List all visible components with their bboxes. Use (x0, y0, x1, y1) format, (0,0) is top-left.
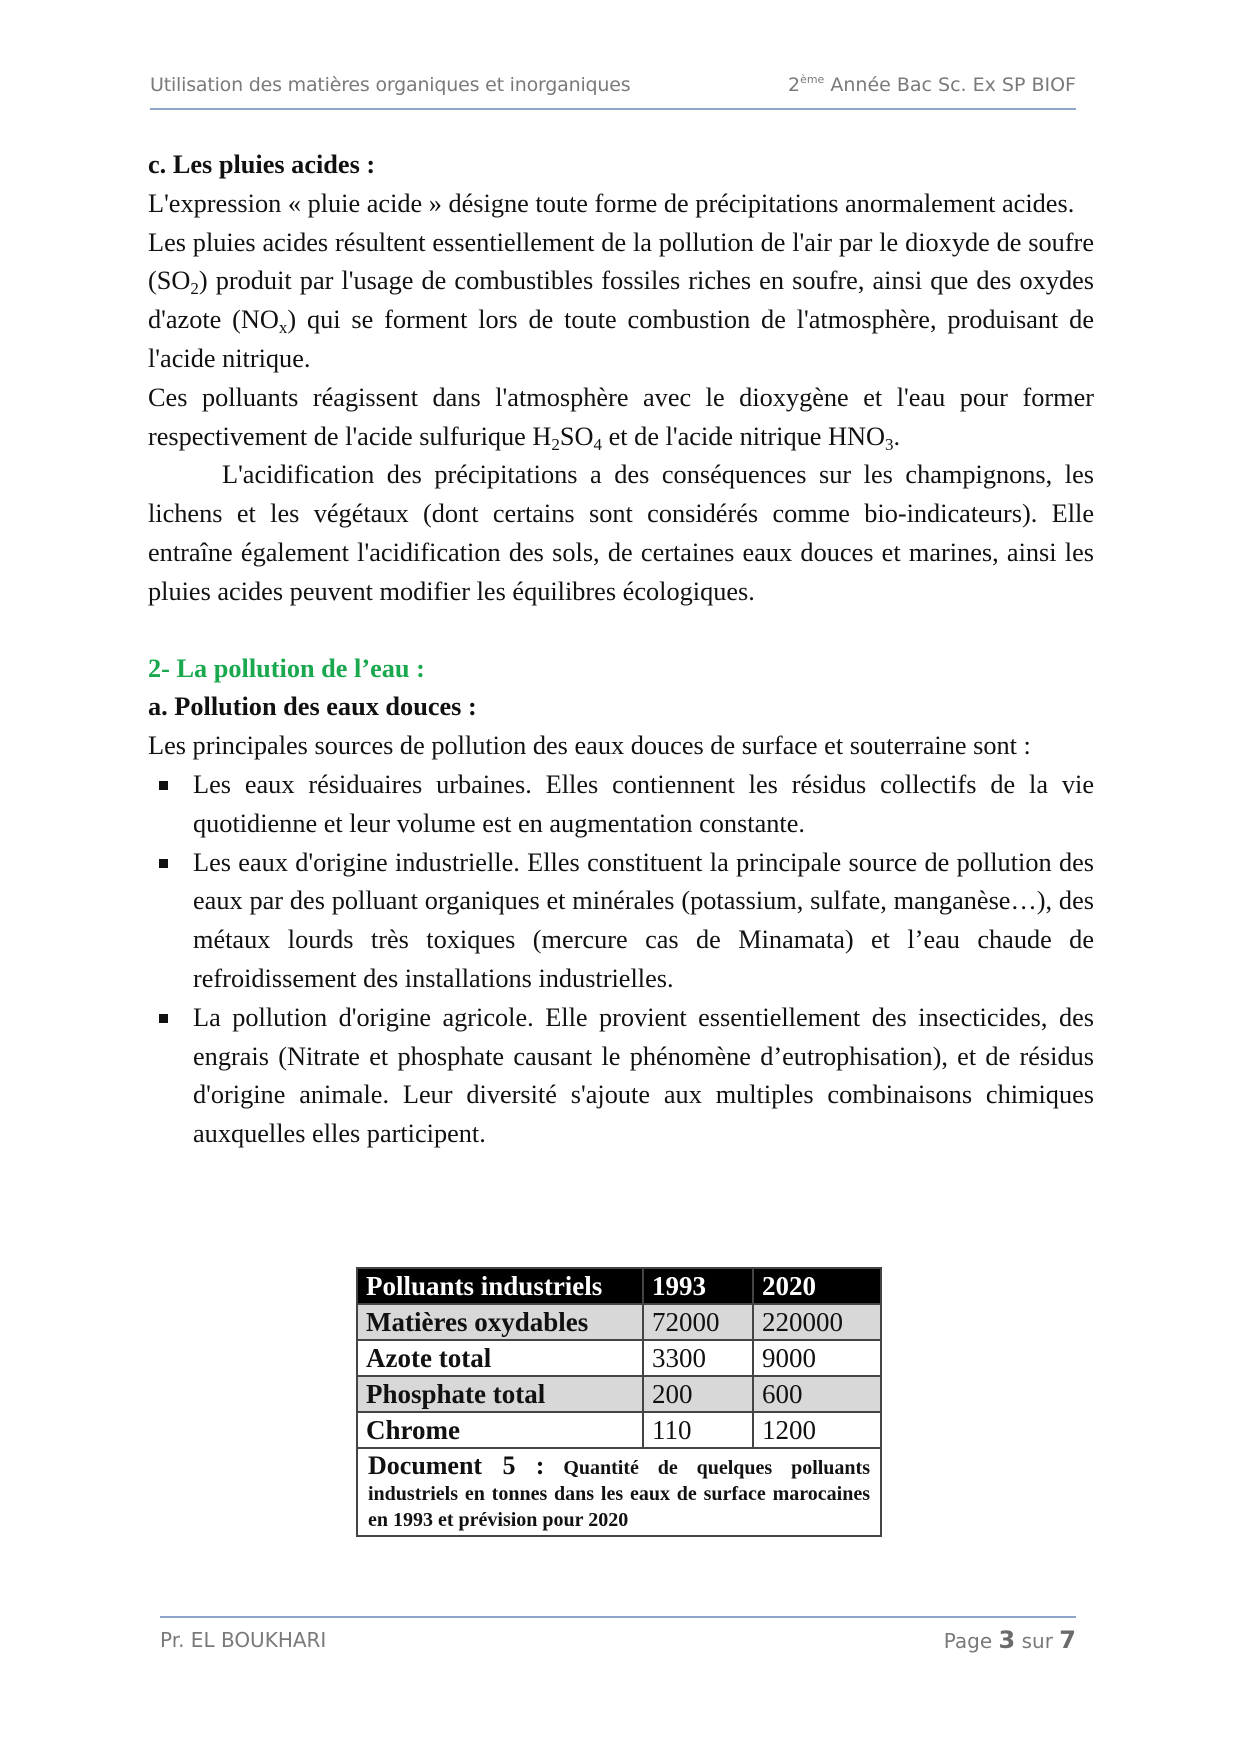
row-label: Phosphate total (357, 1376, 643, 1412)
square-bullet-icon (159, 859, 168, 868)
section-c-paragraph-2: Les pluies acides résultent essentiellement de la pollution de l'air par le dioxyde de soufre $(SO_2)$ produit par l'usage de combustibles fossiles riches en soufre, ainsi que des oxydes d'azote $(NO_x)$ qui se forment lors de toute combustion de l'atmosphère, produisant de l'acide nitrique. (148, 227, 1095, 373)
square-bullet-icon (159, 781, 168, 790)
pollution-sources-list (148, 766, 1094, 1154)
table-row (357, 1340, 881, 1376)
section-2a-intro: Les principales sources de pollution des eaux douces de surface et souterraine sont : (148, 731, 1031, 761)
spacer (148, 612, 1094, 650)
row-label: Azote total (357, 1340, 643, 1376)
square-bullet-icon (159, 1014, 168, 1023)
value-2020: 600 (753, 1376, 881, 1412)
value-2020: 220000 (753, 1304, 881, 1340)
caption-text: Quantité de quelques polluants industriels en tonnes dans les eaux de surface marocaines en 1993 et prévision pour 2020 (368, 1457, 870, 1531)
row-label: Matières oxydables (357, 1304, 643, 1340)
table-caption (357, 1448, 881, 1536)
value-1993: 200 (643, 1376, 753, 1412)
row-label: Chrome (357, 1412, 643, 1448)
header-title: Utilisation des matières organiques et inorganiques (150, 74, 631, 96)
table-row (357, 1304, 881, 1340)
table-row (357, 1376, 881, 1412)
header-class-level: 2ème Année Bac Sc. Ex SP BIOF (787, 73, 1076, 96)
caption-title: Document 5 : (368, 1451, 545, 1480)
list-item: La pollution d'origine agricole. Elle provient essentiellement des insecticides, des engrais (Nitrate et phosphate causant le phénomène d’eutrophisation), et de résidus d'origine animale. Leur diversité s'ajoute aux multiples combinaisons chimiques auxquelles elles participent. (148, 999, 1094, 1154)
list-item: Les eaux d'origine industrielle. Elles constituent la principale source de pollution des eaux par des polluant organiques et minérales (potassium, sulfate, manganèse…), des métaux lourds très toxiques (mercure cas de Minamata) et l’eau chaude de refroidissement des installations industrielles. (148, 844, 1094, 999)
page-footer (160, 1616, 1076, 1654)
section-2a-title: a. Pollution des eaux douces : (148, 692, 477, 722)
table-header-row (357, 1268, 881, 1304)
value-1993: 110 (643, 1412, 753, 1448)
value-2020: 1200 (753, 1412, 881, 1448)
value-2020: 9000 (753, 1340, 881, 1376)
list-item: Les eaux résiduaires urbaines. Elles contiennent les résidus collectifs de la vie quotidienne et leur volume est en augmentation constante. (148, 766, 1094, 844)
page-header (150, 74, 1076, 110)
table-caption-row (357, 1448, 881, 1536)
header-cell-2020: 2020 (753, 1268, 881, 1304)
section-c-paragraph-4: L'acidification des précipitations a des conséquences sur les champignons, les lichens et les végétaux (dont certains sont considérés comme bio-indicateurs). Elle entraîne également l'acidification des sols, de certaines eaux douces et marines, ainsi les pluies acides peuvent modifier les équilibres écologiques. (148, 460, 1094, 606)
section-c-paragraph-3: Ces polluants réagissent dans l'atmosphère avec le dioxygène et l'eau pour former respectivement de l'acide sulfurique $H_2SO_4$ et de l'acide nitrique $HNO_3$. (148, 382, 1094, 454)
section-c-title: c. Les pluies acides : (148, 150, 376, 179)
section-2-title: 2- La pollution de l’eau : (148, 653, 425, 683)
value-1993: 3300 (643, 1340, 753, 1376)
header-cell-pollutants: Polluants industriels (357, 1268, 643, 1304)
section-c-paragraph-1: L'expression « pluie acide » désigne toute forme de précipitations anormalement acides. (148, 188, 1075, 218)
table-row (357, 1412, 881, 1448)
page-content (148, 146, 1094, 1154)
header-cell-1993: 1993 (643, 1268, 753, 1304)
value-1993: 72000 (643, 1304, 753, 1340)
footer-author: Pr. EL BOUKHARI (160, 1628, 327, 1652)
page-number: Page 3 sur 7 (943, 1626, 1076, 1654)
pollutants-table (356, 1267, 882, 1537)
pollutants-table-container (356, 1267, 882, 1537)
